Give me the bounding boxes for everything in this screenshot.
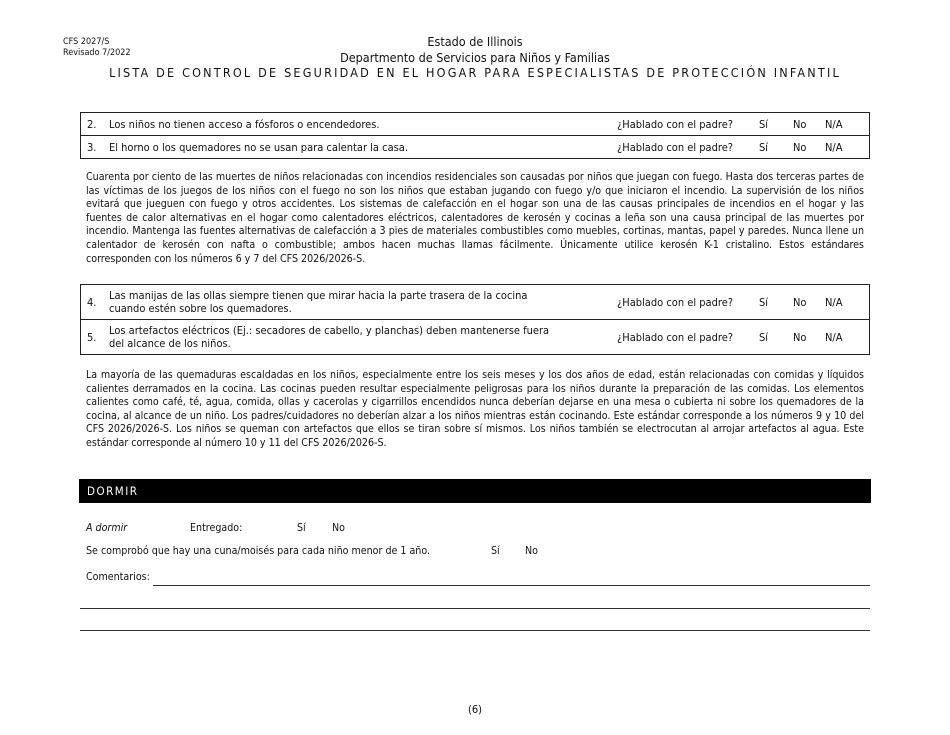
talked-with-parent-label: ¿Hablado con el padre? [617,295,734,309]
checklist-table-fire [80,112,870,159]
state-name: Estado de Illinois [427,34,523,49]
comments-line-3[interactable] [80,630,870,631]
page-title: LISTA DE CONTROL DE SEGURIDAD EN EL HOGAR PARA ESPECIALISTAS DE PROTECCIÓN INFANTIL [109,65,841,80]
revised-date: Revisado 7/2022 [63,48,131,58]
option-yes[interactable]: Sí [759,117,769,131]
entregado-label: Entregado: [190,522,243,534]
item-text-line2: cuando estén sobre los quemadores. [109,302,292,315]
form-code: CFS 2027/S [63,37,110,47]
option-na[interactable]: N/A [825,117,843,131]
table-row [81,136,870,159]
item-number: 5. [87,330,97,344]
crib-check-yes[interactable]: Sí [491,545,500,557]
option-na[interactable]: N/A [825,330,843,344]
item-text [109,324,561,350]
item-text-line1: Los artefactos eléctricos (Ej.: secadores de cabello, y planchas) deben mantenerse fuera [109,324,550,337]
talked-with-parent-label: ¿Hablado con el padre? [617,140,734,154]
comments-line-1[interactable] [153,585,870,586]
option-na[interactable]: N/A [825,295,843,309]
option-na[interactable]: N/A [825,140,843,154]
talked-with-parent-label: ¿Hablado con el padre? [617,117,734,131]
item-number: 3. [87,140,97,154]
option-yes[interactable]: Sí [759,295,769,309]
talked-with-parent-label: ¿Hablado con el padre? [617,330,734,344]
option-yes[interactable]: Sí [759,140,769,154]
comments-line-2[interactable] [80,608,870,609]
item-number: 2. [87,117,97,131]
option-no[interactable]: No [793,295,807,309]
comments-label: Comentarios: [86,571,150,583]
table-row [81,320,870,355]
page-number: (6) [467,703,483,716]
checklist-table-kitchen [80,284,870,355]
a-dormir-label: A dormir [86,522,128,534]
entregado-yes[interactable]: Sí [297,522,306,534]
entregado-no[interactable]: No [332,522,345,534]
section-title: DORMIR [87,484,139,498]
table-row [81,113,870,136]
option-no[interactable]: No [793,117,807,131]
option-yes[interactable]: Sí [759,330,769,344]
item-text-line1: Las manijas de las ollas siempre tienen que mirar hacia la parte trasera de la cocina [109,289,528,302]
option-no[interactable]: No [793,330,807,344]
burn-safety-paragraph: La mayoría de las quemaduras escaldadas en los niños, especialmente entre los seis meses y los dos años de edad, están relacionadas con comidas y líquidos calientes derramados en la cocina. Las cocinas pueden resultar especialmente peligrosas para los niños durante la preparación de las comidas. Los elementos calientes como café, té, agua, comida, ollas y cacerolas y cigarrillos encendidos nunca deberían dejarse en una mesa o cubierta ni sobre los quemadores de la cocina, al alcance de un niño. Los padres/cuidadores no deberían alzar a los niños mientras están cocinando. Este estándar corresponde a los números 9 y 10 del CFS 2026/2026-S. Los niños se queman con artefactos que ellos se tiran sobre sí mismos. Los niños también se electrocutan al arrojar artefactos al agua. Este estándar corresponde al número 10 y 11 del CFS 2026/2026-S. [86,369,864,449]
fire-safety-paragraph: Cuarenta por ciento de las muertes de niños relacionadas con incendios residenciales son causadas por niños que juegan con fuego. Hasta dos terceras partes de las víctimas de los juegos de los niños con el fuego no son los niños que estaban jugando con fuego y/o que iniciaron el incendio. La supervisión de los niños evitará que jueguen con fuego y otros accidentes. Los sistemas de calefacción en el hogar son una de las causas principales de incendios en el hogar y las fuentes de calor alternativas en el hogar como calentadores eléctricos, calentadores de kerosén y cocinas a leña son una causa principal de las muertes por incendio. Mantenga las fuentes alternativas de calefacción a 3 pies de materiales combustibles como muebles, cortinas, mantas, papel y paredes. Nunca llene un calentador de kerosén con nafta o combustible; ambos hacen muchas llamas fácilmente. Únicamente utilice kerosén K-1 cristalino. Estos estándares corresponden con los números 6 y 7 del CFS 2026/2026-S. [86,171,864,265]
item-text [109,289,561,315]
department-name: Departmento de Servicios para Niños y Familias [340,50,610,65]
crib-check-no[interactable]: No [525,545,538,557]
item-text: Los niños no tienen acceso a fósforos o encendedores. [109,117,380,131]
item-number: 4. [87,295,97,309]
table-row [81,285,870,320]
item-text-line2: del alcance de los niños. [109,337,231,350]
option-no[interactable]: No [793,140,807,154]
crib-check-text: Se comprobó que hay una cuna/moisés para cada niño menor de 1 año. [86,545,431,557]
section-header-dormir [79,479,871,503]
item-text: El horno o los quemadores no se usan para calentar la casa. [109,140,408,154]
